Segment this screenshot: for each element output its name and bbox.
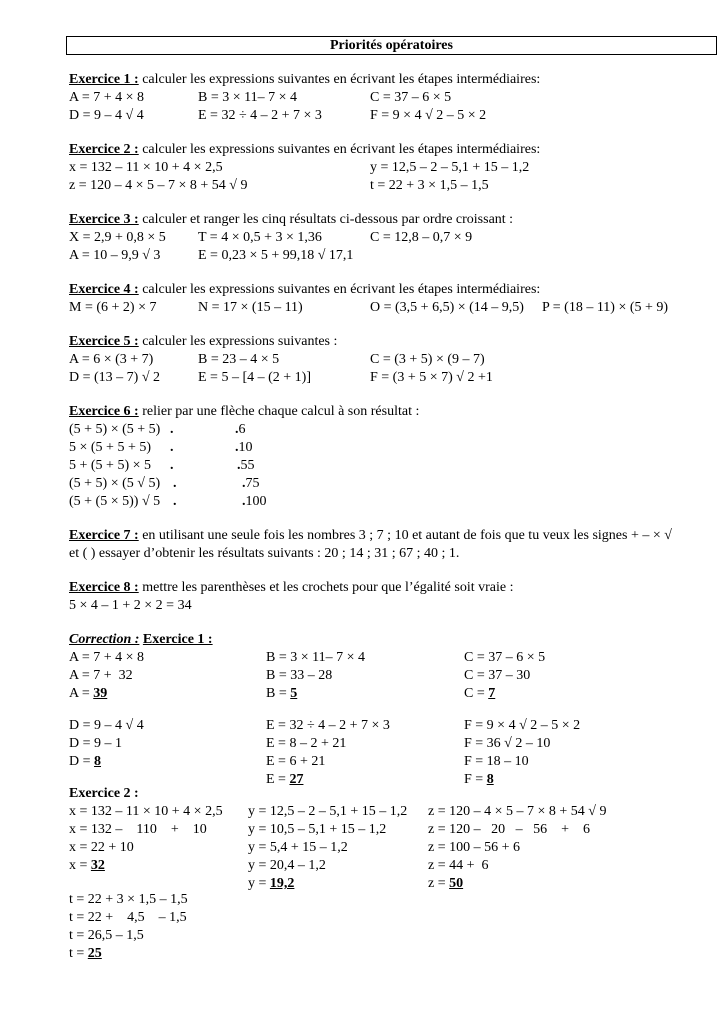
corr-x-step-3: x = 22 + 10 bbox=[69, 840, 134, 855]
corr-e-step-1: E = 32 ÷ 4 – 2 + 7 × 3 bbox=[266, 718, 390, 733]
ex8-heading: Exercice 8 : mettre les parenthèses et les crochets pour que l’égalité soit vraie : bbox=[69, 580, 514, 595]
corr-z-step-2: z = 120 – 20 – 56 + 6 bbox=[428, 822, 591, 837]
corr-z-step-3: z = 100 – 56 + 6 bbox=[428, 840, 521, 855]
ex6-calc-1: (5 + 5) × (5 + 5) bbox=[69, 422, 161, 437]
ex5-expr-a: A = 6 × (3 + 7) bbox=[69, 352, 154, 367]
ex3-expr-a: A = 10 – 9,9 √ 3 bbox=[69, 248, 161, 263]
ex4-expr-n: N = 17 × (15 – 11) bbox=[198, 300, 303, 315]
corr-e-step-3: E = 6 + 21 bbox=[266, 754, 326, 769]
corr-z-step-4: z = 44 + 6 bbox=[428, 858, 489, 873]
corr-t-step-1: t = 22 + 3 × 1,5 – 1,5 bbox=[69, 892, 188, 907]
ex6-result-2: .10 bbox=[235, 440, 253, 455]
ex5-expr-c: C = (3 + 5) × (9 – 7) bbox=[370, 352, 485, 367]
corr-a-step-2: A = 7 + 32 bbox=[69, 668, 133, 683]
corr-y-step-1: y = 12,5 – 2 – 5,1 + 15 – 1,2 bbox=[248, 804, 408, 819]
ex4-heading: Exercice 4 : calculer les expressions suivantes en écrivant les étapes intermédiaires: bbox=[69, 282, 541, 297]
ex4-expr-p: P = (18 – 11) × (5 + 9) bbox=[542, 300, 669, 315]
corr-b-step-1: B = 3 × 11– 7 × 4 bbox=[266, 650, 366, 665]
ex6-result-4: .75 bbox=[242, 476, 260, 491]
corr-a-result: A = 39 bbox=[69, 686, 108, 701]
corr-f-step-3: F = 18 – 10 bbox=[464, 754, 529, 769]
ex5-expr-e: E = 5 – [4 – (2 + 1)] bbox=[198, 370, 311, 385]
ex6-calc-dot-2: . bbox=[170, 440, 174, 455]
ex2-expr-x: x = 132 – 11 × 10 + 4 × 2,5 bbox=[69, 160, 223, 175]
ex6-calc-5: (5 + (5 × 5)) √ 5 bbox=[69, 494, 161, 509]
ex6-result-5: .100 bbox=[242, 494, 267, 509]
ex4-expr-m: M = (6 + 2) × 7 bbox=[69, 300, 157, 315]
corr-x-step-2: x = 132 – 110 + 10 bbox=[69, 822, 207, 837]
ex2-expr-z: z = 120 – 4 × 5 – 7 × 8 + 54 √ 9 bbox=[69, 178, 248, 193]
corr-b-result: B = 5 bbox=[266, 686, 298, 701]
correction-heading: Correction : Exercice 1 : bbox=[69, 632, 213, 647]
ex5-expr-d: D = (13 – 7) √ 2 bbox=[69, 370, 161, 385]
ex1-expr-b: B = 3 × 11– 7 × 4 bbox=[198, 90, 298, 105]
page-title: Priorités opératoires bbox=[66, 36, 717, 55]
corr-e-result: E = 27 bbox=[266, 772, 304, 787]
ex2-expr-y: y = 12,5 – 2 – 5,1 + 15 – 1,2 bbox=[370, 160, 530, 175]
corr-d-step-2: D = 9 – 1 bbox=[69, 736, 123, 751]
corr-c-result: C = 7 bbox=[464, 686, 496, 701]
corr-y-step-3: y = 5,4 + 15 – 1,2 bbox=[248, 840, 348, 855]
ex5-heading: Exercice 5 : calculer les expressions suivantes : bbox=[69, 334, 338, 349]
ex5-expr-b: B = 23 – 4 × 5 bbox=[198, 352, 280, 367]
ex7-heading: Exercice 7 : en utilisant une seule fois les nombres 3 ; 7 ; 10 et autant de fois que tu veux les signes + – × √ bbox=[69, 528, 672, 543]
ex6-result-3: .55 bbox=[237, 458, 255, 473]
ex4-expr-o: O = (3,5 + 6,5) × (14 – 9,5) bbox=[370, 300, 524, 315]
corr-z-result: z = 50 bbox=[428, 876, 464, 891]
ex3-expr-c: C = 12,8 – 0,7 × 9 bbox=[370, 230, 473, 245]
ex6-calc-2: 5 × (5 + 5 + 5) bbox=[69, 440, 152, 455]
ex1-expr-c: C = 37 – 6 × 5 bbox=[370, 90, 452, 105]
ex6-calc-dot-4: . bbox=[173, 476, 177, 491]
ex2-heading: Exercice 2 : calculer les expressions suivantes en écrivant les étapes intermédiaires: bbox=[69, 142, 541, 157]
corr-t-step-2: t = 22 + 4,5 – 1,5 bbox=[69, 910, 187, 925]
ex6-calc-dot-1: . bbox=[170, 422, 174, 437]
corr-c-step-1: C = 37 – 6 × 5 bbox=[464, 650, 546, 665]
ex1-heading: Exercice 1 : calculer les expressions suivantes en écrivant les étapes intermédiaires: bbox=[69, 72, 541, 87]
corr-d-result: D = 8 bbox=[69, 754, 102, 769]
ex3-heading: Exercice 3 : calculer et ranger les cinq résultats ci-dessous par ordre croissant : bbox=[69, 212, 514, 227]
corr-e-step-2: E = 8 – 2 + 21 bbox=[266, 736, 347, 751]
corr-z-step-1: z = 120 – 4 × 5 – 7 × 8 + 54 √ 9 bbox=[428, 804, 607, 819]
corr-x-step-1: x = 132 – 11 × 10 + 4 × 2,5 bbox=[69, 804, 223, 819]
corr-f-step-1: F = 9 × 4 √ 2 – 5 × 2 bbox=[464, 718, 581, 733]
ex1-expr-d: D = 9 – 4 √ 4 bbox=[69, 108, 144, 123]
ex1-expr-a: A = 7 + 4 × 8 bbox=[69, 90, 145, 105]
ex3-expr-t: T = 4 × 0,5 + 3 × 1,36 bbox=[198, 230, 322, 245]
corr-t-result: t = 25 bbox=[69, 946, 102, 961]
corr-y-step-4: y = 20,4 – 1,2 bbox=[248, 858, 326, 873]
corr-y-step-2: y = 10,5 – 5,1 + 15 – 1,2 bbox=[248, 822, 387, 837]
ex3-expr-e: E = 0,23 × 5 + 99,18 √ 17,1 bbox=[198, 248, 354, 263]
ex6-calc-4: (5 + 5) × (5 √ 5) bbox=[69, 476, 161, 491]
corr-d-step-1: D = 9 – 4 √ 4 bbox=[69, 718, 144, 733]
corr-f-step-2: F = 36 √ 2 – 10 bbox=[464, 736, 551, 751]
ex6-heading: Exercice 6 : relier par une flèche chaque calcul à son résultat : bbox=[69, 404, 420, 419]
ex6-calc-dot-5: . bbox=[173, 494, 177, 509]
ex6-calc-dot-3: . bbox=[170, 458, 174, 473]
corr-x-result: x = 32 bbox=[69, 858, 105, 873]
ex3-expr-x: X = 2,9 + 0,8 × 5 bbox=[69, 230, 166, 245]
ex6-result-1: .6 bbox=[235, 422, 246, 437]
ex2-expr-t: t = 22 + 3 × 1,5 – 1,5 bbox=[370, 178, 489, 193]
corr-b-step-2: B = 33 – 28 bbox=[266, 668, 333, 683]
ex1-expr-e: E = 32 ÷ 4 – 2 + 7 × 3 bbox=[198, 108, 322, 123]
ex5-expr-f: F = (3 + 5 × 7) √ 2 +1 bbox=[370, 370, 493, 385]
corr-c-step-2: C = 37 – 30 bbox=[464, 668, 531, 683]
ex6-calc-3: 5 + (5 + 5) × 5 bbox=[69, 458, 152, 473]
ex7-line2: et ( ) essayer d’obtenir les résultats suivants : 20 ; 14 ; 31 ; 67 ; 40 ; 1. bbox=[69, 546, 460, 561]
corr-y-result: y = 19,2 bbox=[248, 876, 295, 891]
corr-a-step-1: A = 7 + 4 × 8 bbox=[69, 650, 145, 665]
correction-ex2-heading: Exercice 2 : bbox=[69, 786, 139, 801]
ex1-expr-f: F = 9 × 4 √ 2 – 5 × 2 bbox=[370, 108, 487, 123]
corr-t-step-3: t = 26,5 – 1,5 bbox=[69, 928, 144, 943]
ex8-equation: 5 × 4 – 1 + 2 × 2 = 34 bbox=[69, 598, 192, 613]
corr-f-result: F = 8 bbox=[464, 772, 494, 787]
